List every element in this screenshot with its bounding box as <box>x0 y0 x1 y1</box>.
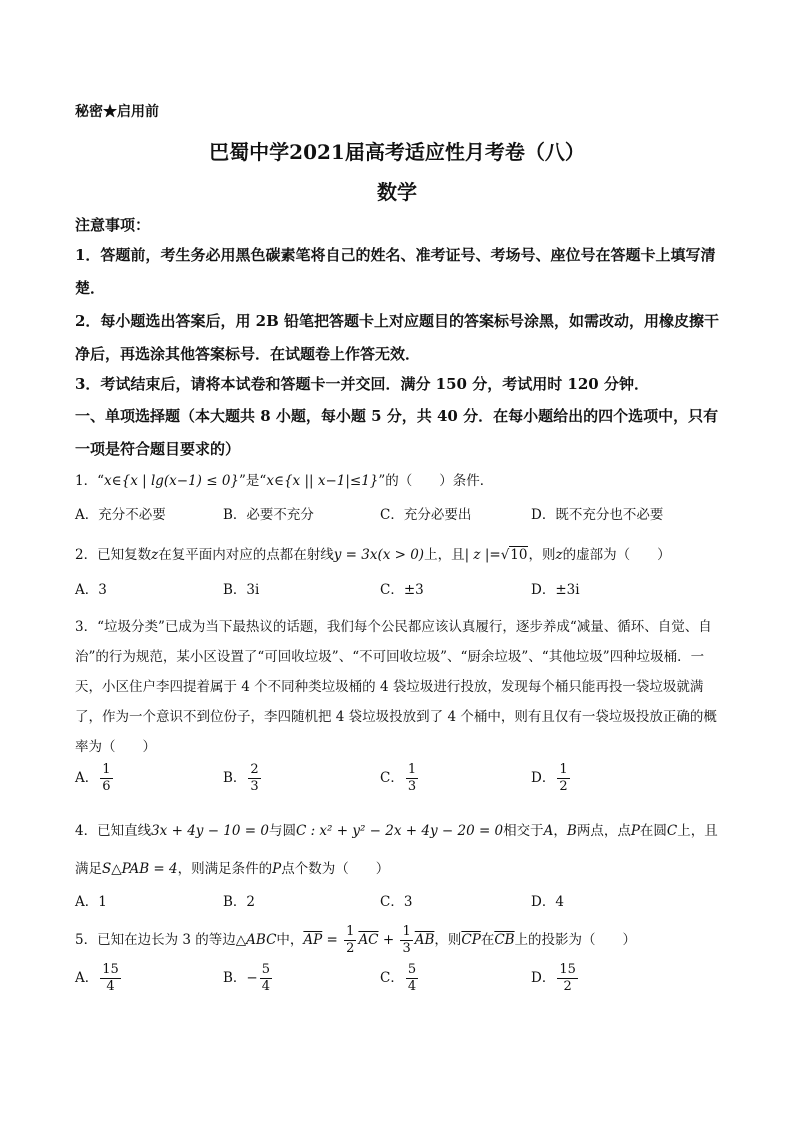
fraction: $\frac{15}{4}$ <box>102 962 119 994</box>
q3-options <box>75 762 725 808</box>
q5-option-a[interactable]: A． $\frac{15}{4}$ <box>75 962 119 994</box>
question-2: 2．已知复数z在复平面内对应的点都在射线y = 3x(x > 0)上，且| z |=√10，则z的虚部为（ ） <box>75 547 671 563</box>
question-4: 4．已知直线3x + 4y − 10 = 0与圆C : x² + y² − 2x + 4y − 20 = 0相交于A，B两点，点P在圆C上，且满足S△PAB = 4，则满足条件的P点个数为（ ） <box>75 823 718 877</box>
question-5: 5．已知在边长为 3 的等边△ABC中，$\overline{AP}$ = $\frac{1}{2}$ $\overline{AC}$ + $\frac{1}{3}$ $\overline{AB}$，则$\overline{CP}$在$\overline{CB}$上的投影为（ ） <box>75 924 637 956</box>
fraction: $\frac{15}{2}$ <box>559 962 576 994</box>
q2-option-c[interactable]: C．±3 <box>380 582 424 598</box>
q2-option-a[interactable]: A．3 <box>75 582 107 598</box>
fraction: $\frac{1}{6}$ <box>102 762 111 794</box>
q1-option-d[interactable]: D．既不充分也不必要 <box>531 507 664 523</box>
q3-option-a[interactable]: A． $\frac{1}{6}$ <box>75 762 111 794</box>
q5-options <box>75 962 725 1008</box>
question-1: 1．“x∈{x | lg(x−1) ≤ 0}”是“x∈{x || x−1|≤1}”的（ ）条件． <box>75 473 494 489</box>
q4-option-a[interactable]: A．1 <box>75 894 107 910</box>
fraction: $\frac{1}{2}$ <box>346 924 355 956</box>
subject-title: 数学 <box>377 180 417 204</box>
q1-option-a[interactable]: A．充分不必要 <box>75 507 166 523</box>
q4-option-b[interactable]: B．2 <box>223 894 256 910</box>
secret-label: 秘密★启用前 <box>75 104 159 120</box>
notice-item-3: 3．考试结束后，请将本试卷和答题卡一并交回．满分 150 分，考试用时 120 分钟． <box>75 375 649 393</box>
q2-options <box>75 578 725 608</box>
q3-option-c[interactable]: C． $\frac{1}{3}$ <box>380 762 417 794</box>
fraction: $\frac{1}{2}$ <box>559 762 568 794</box>
question-3: 3．“垃圾分类”已成为当下最热议的话题，我们每个公民都应该认真履行，逐步养成“减量、循环、自觉、自治”的行为规范，某小区设置了“可回收垃圾”、“不可回收垃圾”、“厨余垃圾”、“其他垃圾”四种垃圾桶．一天，小区住户李四提着属于 4 个不同种类垃圾桶的 4 袋垃圾进行投放，发现每个桶只能再投一袋垃圾就满了，作为一个意识不到位份子，李四随机把 4 袋垃圾投放到了 4 个桶中，则有且仅有一袋垃圾投放正确的概率为（ ） <box>75 619 717 755</box>
q5-option-d[interactable]: D． $\frac{15}{2}$ <box>531 962 576 994</box>
fraction: $\frac{1}{3}$ <box>407 762 417 794</box>
fraction: $\frac{5}{4}$ <box>407 962 417 994</box>
q5-option-b[interactable]: B．− $\frac{5}{4}$ <box>223 962 271 994</box>
q1-options <box>75 503 725 533</box>
notice-item-1: 1．答题前，考生务必用黑色碳素笔将自己的姓名、准考证号、考场号、座位号在答题卡上填写清楚． <box>75 246 716 297</box>
exam-title: 巴蜀中学2021届高考适应性月考卷（八） <box>209 140 585 164</box>
q1-option-c[interactable]: C．充分必要出 <box>380 507 472 523</box>
q3-option-d[interactable]: D． $\frac{1}{2}$ <box>531 762 568 794</box>
q4-option-d[interactable]: D．4 <box>531 894 564 910</box>
fraction: $\frac{5}{4}$ <box>261 962 271 994</box>
fraction: $\frac{1}{3}$ <box>402 924 411 956</box>
q2-option-b[interactable]: B．3i <box>223 582 260 598</box>
q5-option-c[interactable]: C． $\frac{5}{4}$ <box>380 962 417 994</box>
notice-heading: 注意事项： <box>75 216 151 234</box>
q4-options <box>75 890 725 920</box>
q3-option-b[interactable]: B． $\frac{2}{3}$ <box>223 762 259 794</box>
fraction: $\frac{2}{3}$ <box>250 762 259 794</box>
notice-item-2: 2．每小题选出答案后，用 2B 铅笔把答题卡上对应题目的答案标号涂黑，如需改动，用橡皮擦干净后，再选涂其他答案标号．在试题卷上作答无效． <box>75 312 720 363</box>
q4-option-c[interactable]: C．3 <box>380 894 413 910</box>
section-heading: 一、单项选择题（本大题共 8 小题，每小题 5 分，共 40 分．在每小题给出的四个选项中，只有一项是符合题目要求的） <box>75 407 719 458</box>
q2-option-d[interactable]: D．±3i <box>531 582 580 598</box>
q1-option-b[interactable]: B．必要不充分 <box>223 507 314 523</box>
